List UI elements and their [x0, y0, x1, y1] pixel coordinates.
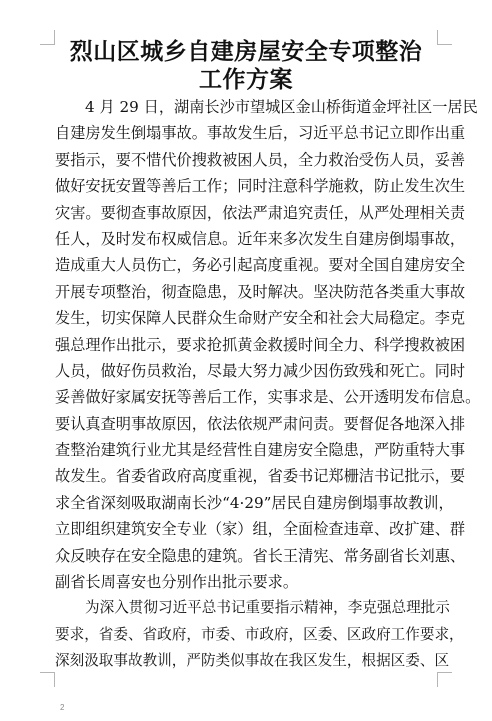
body-line: 自建房发生倒塌事故。事故发生后，习近平总书记立即作出重 — [55, 124, 466, 143]
body-line: 强总理作出批示，要求抢抓黄金救援时间全力、科学搜救被困 — [55, 335, 466, 354]
body-line: 造成重大人员伤亡，务必引起高度重视。要对全国自建房安全 — [55, 256, 466, 275]
body-line: 任人，及时发布权威信息。近年来多次发生自建房倒塌事故， — [55, 229, 466, 248]
body-line: 立即组织建筑安全专业（家）组，全面检查违章、改扩建、群 — [55, 520, 466, 539]
body-line: 做好安抚安置等善后工作；同时注意科学施救，防止发生次生 — [55, 177, 466, 196]
body-line: 为深入贯彻习近平总书记重要指示精神，李克强总理批示 — [85, 599, 450, 617]
body-line: 人员，做好伤员救治，尽最大努力减少因伤致残和死亡。同时 — [55, 361, 466, 380]
body-line: 要指示，要不惜代价搜救被困人员，全力救治受伤人员，妥善 — [55, 150, 466, 169]
body-line: 要认真查明事故原因，依法依规严肃问责。要督促各地深入排 — [55, 414, 466, 433]
body-line: 妥善做好家属安抚等善后工作，实事求是、公开透明发布信息。 — [55, 388, 481, 407]
body-line: 故发生。省委省政府高度重视，省委书记郑栅洁书记批示，要 — [55, 467, 466, 486]
paragraph-2 — [55, 595, 464, 674]
crop-mark-top-right — [437, 30, 452, 45]
crop-mark-top-left — [40, 30, 55, 45]
body-line: 灾害。要彻查事故原因，依法严肃追究责任，从严处理相关责 — [55, 203, 466, 222]
body-line: 4 月 29 日，湖南长沙市望城区金山桥街道金坪社区一居民 — [85, 98, 478, 116]
document-title — [55, 38, 437, 94]
body-line: 查整治建筑行业尤其是经营性自建房安全隐患，严防重特大事 — [55, 441, 466, 460]
body-line: 求全省深刻吸取湖南长沙“4·29”居民自建房倒塌事故教训， — [55, 493, 454, 512]
body-line: 开展专项整治，彻查隐患，及时解决。坚决防范各类重大事故 — [55, 282, 466, 301]
crop-mark-bottom-left — [40, 672, 55, 687]
body-line: 深刻汲取事故教训，严防类似事故在我区发生，根据区委、区 — [55, 652, 450, 670]
title-line-1: 烈山区城乡自建房屋安全专项整治 — [69, 38, 423, 65]
body-line: 副省长周喜安也分别作出批示要求。 — [55, 573, 298, 592]
page-number: 2 — [60, 703, 65, 712]
body-line: 要求，省委、省政府，市委、市政府，区委、区政府工作要求， — [55, 625, 464, 643]
crop-mark-bottom-right — [437, 672, 452, 687]
body-line: 众反映存在安全隐患的建筑。省长王清宪、常务副省长刘惠、 — [55, 546, 466, 565]
body-line: 发生，切实保障人民群众生命财产安全和社会大局稳定。李克 — [55, 309, 466, 328]
title-line-2: 工作方案 — [199, 66, 293, 93]
paragraph-1 — [55, 94, 481, 595]
document-body — [55, 94, 481, 675]
